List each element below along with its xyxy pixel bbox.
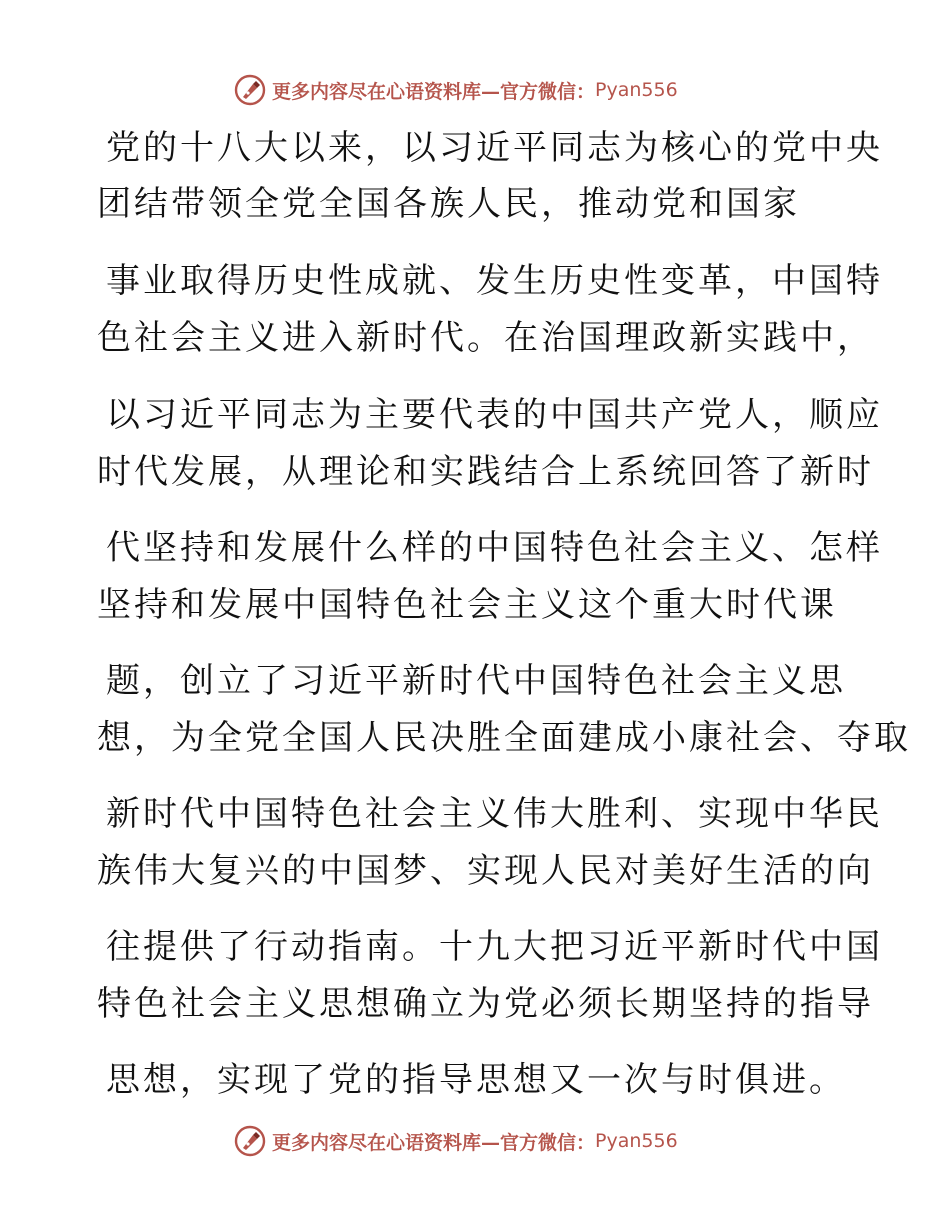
body-line-1: 党的十八大以来，以习近平同志为核心的党中央: [106, 128, 883, 168]
banner-text: 更多内容尽在心语资料库—官方微信：: [272, 80, 596, 103]
body-line-5: 以习近平同志为主要代表的中国共产党人，顺应: [106, 395, 883, 435]
banner-text: 更多内容尽在心语资料库—官方微信：: [272, 1131, 596, 1154]
body-line-11: 新时代中国特色社会主义伟大胜利、实现中华民: [106, 794, 883, 834]
pen-nib-logo-icon: [234, 74, 266, 106]
body-line-12: 族伟大复兴的中国梦、实现人民对美好生活的向: [97, 851, 874, 891]
wechat-id: Pyan556: [595, 79, 678, 101]
body-line-6: 时代发展，从理论和实践结合上系统回答了新时: [97, 452, 874, 492]
body-line-13: 往提供了行动指南。十九大把习近平新时代中国: [106, 927, 883, 967]
body-line-8: 坚持和发展中国特色社会主义这个重大时代课: [97, 585, 837, 625]
body-line-15: 思想，实现了党的指导思想又一次与时俱进。: [106, 1060, 846, 1100]
body-line-10: 想，为全党全国人民决胜全面建成小康社会、夺取: [97, 718, 911, 758]
body-line-14: 特色社会主义思想确立为党必须长期坚持的指导: [97, 984, 874, 1024]
body-line-2: 团结带领全党全国各族人民，推动党和国家: [97, 184, 800, 224]
body-line-4: 色社会主义进入新时代。在治国理政新实践中，: [97, 318, 874, 358]
wechat-id: Pyan556: [595, 1130, 678, 1152]
header-watermark-banner: [234, 73, 678, 107]
body-line-3: 事业取得历史性成就、发生历史性变革，中国特: [106, 261, 883, 301]
footer-watermark-banner: [234, 1124, 678, 1158]
pen-nib-logo-icon: [234, 1125, 266, 1157]
body-line-9: 题，创立了习近平新时代中国特色社会主义思: [106, 661, 846, 701]
body-line-7: 代坚持和发展什么样的中国特色社会主义、怎样: [106, 528, 883, 568]
